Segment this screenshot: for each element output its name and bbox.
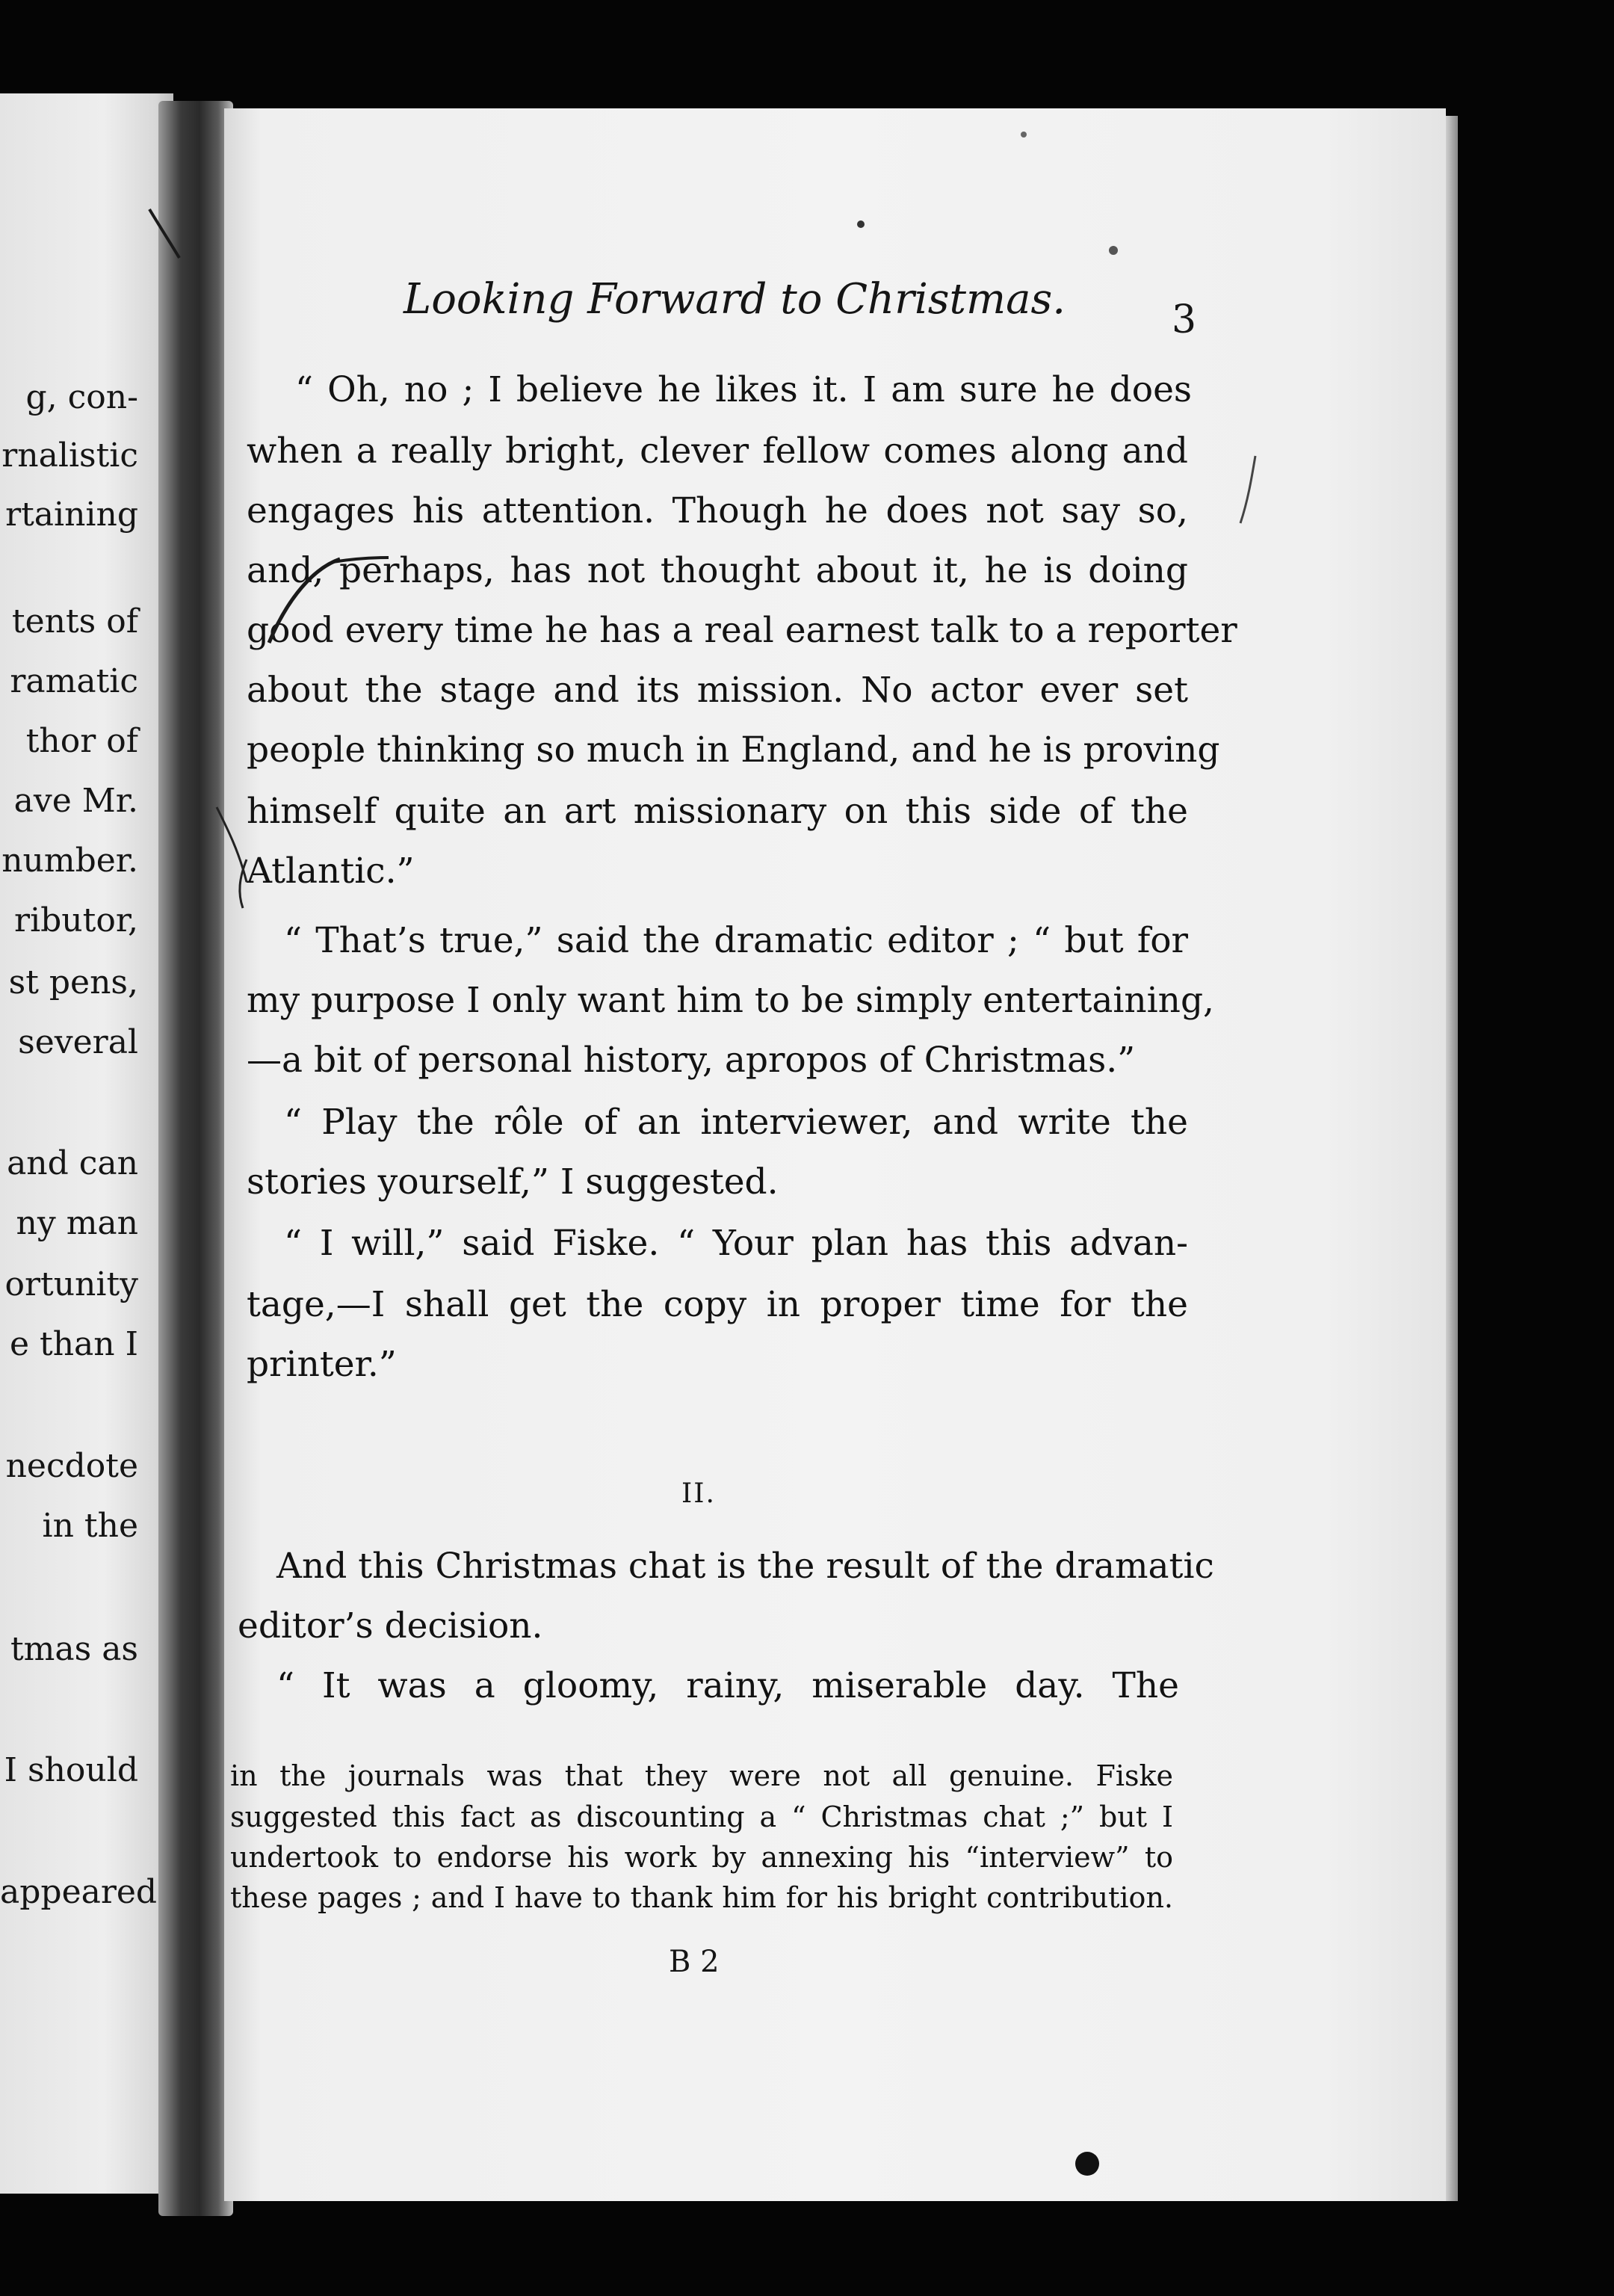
left-page-line: tmas as <box>10 1630 138 1668</box>
left-page-line: e than I <box>10 1325 138 1363</box>
left-page-line: rnalistic <box>1 436 138 475</box>
page-number: 3 <box>1172 297 1197 342</box>
left-page-line: thor of <box>25 722 138 760</box>
left-page-line: I should <box>4 1751 138 1789</box>
body-line: “ Oh, no ; I believe he likes it. I am sure he does <box>295 369 1192 410</box>
body-line: my purpose I only want him to be simply entertaining, <box>247 980 1214 1021</box>
body-line: people thinking so much in England, and he is proving <box>247 729 1220 771</box>
body-line: “ That’s true,” said the dramatic editor ; “ but for <box>284 920 1188 961</box>
body-line: Atlantic.” <box>247 851 415 892</box>
body-line: stories yourself,” I suggested. <box>247 1161 779 1203</box>
left-page-line: g, con- <box>25 378 138 416</box>
left-page-line: st pens, <box>8 963 138 1002</box>
footnote-line: these pages ; and I have to thank him for his bright contribution. <box>230 1881 1173 1914</box>
body-line: good every time he has a real earnest talk to a reporter <box>247 610 1237 651</box>
body-line: when a really bright, clever fellow comes along and <box>247 430 1188 472</box>
body-line: editor’s decision. <box>238 1605 543 1647</box>
left-page-line: number. <box>1 842 138 880</box>
body-line: himself quite an art missionary on this side of the <box>247 791 1188 832</box>
body-line: And this Christmas chat is the result of the dramatic <box>276 1546 1214 1587</box>
left-page-line: several <box>18 1023 138 1061</box>
left-page-line: rtaining <box>5 496 138 534</box>
body-line: about the stage and its mission. No actor ever set <box>247 670 1188 711</box>
left-page-line: tents of <box>11 602 138 641</box>
footnote-line: undertook to endorse his work by annexing his “interview” to <box>230 1841 1173 1874</box>
section-number: II. <box>681 1478 716 1509</box>
body-line: “ It was a gloomy, rainy, miserable day. The <box>276 1665 1179 1706</box>
footnote-line: in the journals was that they were not all genuine. Fiske <box>230 1759 1173 1792</box>
left-page-line: ave Mr. <box>13 782 138 820</box>
running-title: Looking Forward to Christmas. <box>404 275 1066 324</box>
left-page-line: ributor, <box>14 901 138 939</box>
footnote-line: suggested this fact as discounting a “ Christmas chat ;” but I <box>230 1800 1173 1833</box>
left-page-line: and can <box>7 1144 138 1182</box>
signature-mark: B 2 <box>669 1945 720 1979</box>
left-page-line: ortunity <box>4 1265 138 1303</box>
body-line: —a bit of personal history, apropos of Christmas.” <box>247 1040 1136 1081</box>
body-line: engages his attention. Though he does not say so, <box>247 490 1188 531</box>
left-page-line: ramatic <box>10 662 138 700</box>
body-line: printer.” <box>247 1344 397 1385</box>
body-line: “ Play the rôle of an interviewer, and write the <box>284 1102 1188 1143</box>
body-line: “ I will,” said Fiske. “ Your plan has this advan- <box>284 1223 1188 1264</box>
left-page-line: in the <box>42 1507 138 1545</box>
left-page-line: appeared <box>0 1873 158 1911</box>
left-page-line: necdote <box>5 1447 138 1485</box>
body-line: and, perhaps, has not thought about it, he is doing <box>247 550 1188 591</box>
left-page-line: ny man <box>16 1204 138 1242</box>
body-line: tage,—I shall get the copy in proper time for the <box>247 1284 1188 1325</box>
